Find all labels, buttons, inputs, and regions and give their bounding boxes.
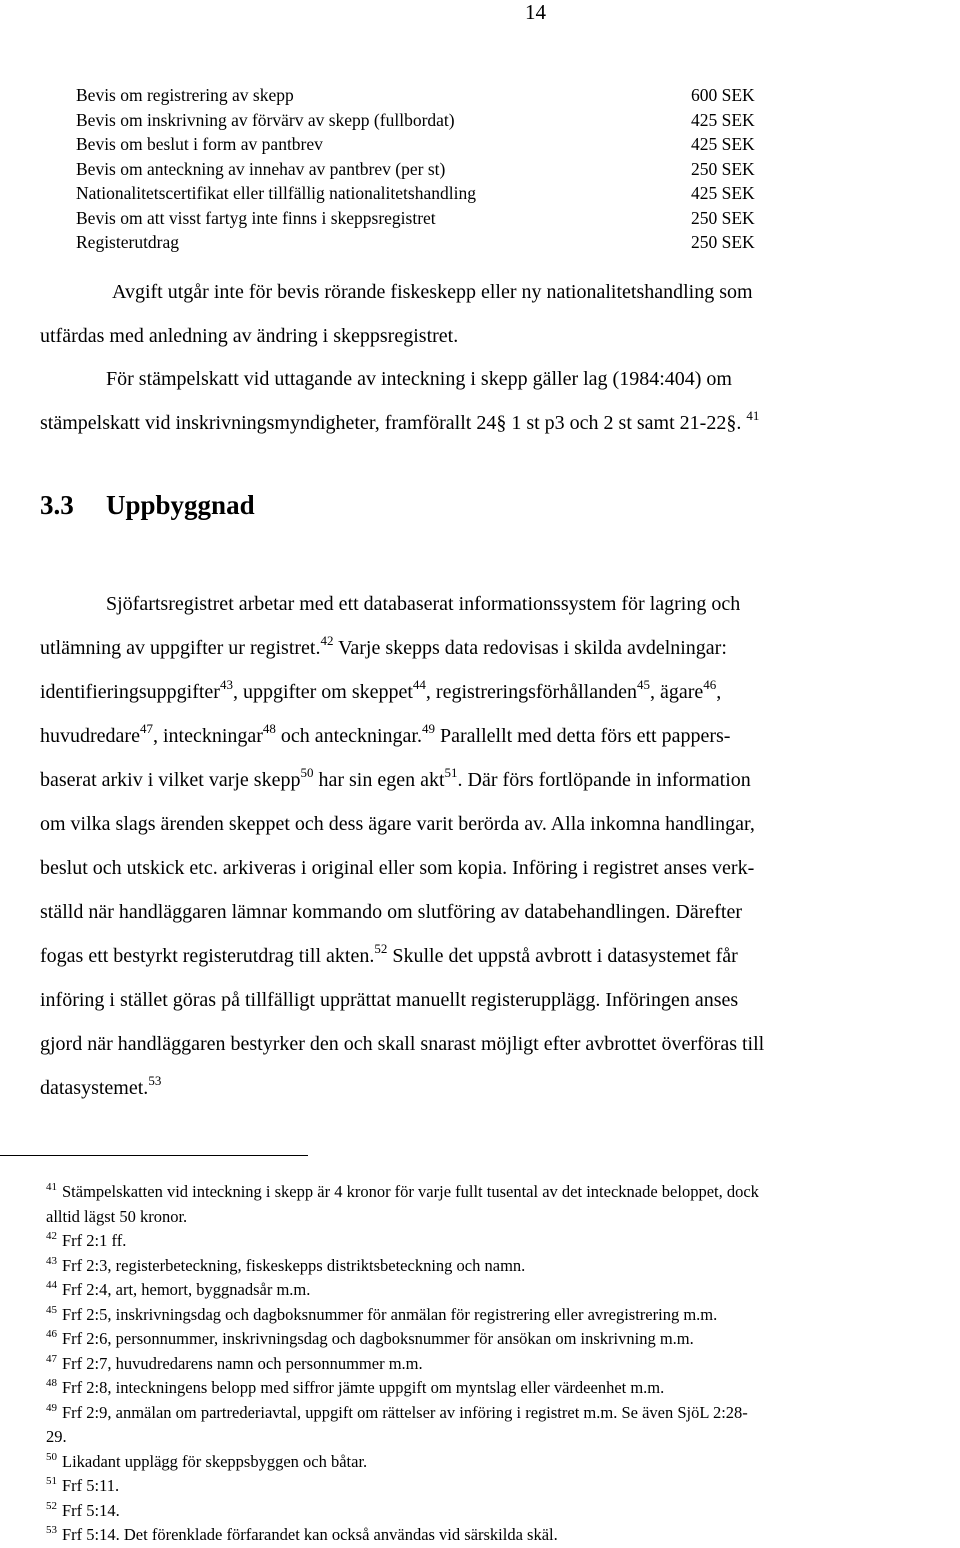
- text-segment: Avgift utgår inte för bevis rörande fiskeskepp eller ny nationalitetshandling som: [112, 281, 753, 303]
- footnote-ref[interactable]: 51: [444, 765, 458, 780]
- footnote-number: 43: [46, 1254, 57, 1267]
- text-line: [40, 626, 940, 670]
- footnote-number: 53: [46, 1524, 57, 1536]
- text-segment: , ägare: [649, 681, 704, 703]
- text-line: [40, 270, 940, 314]
- footnotes: [46, 1180, 946, 1548]
- text-line: [40, 357, 940, 401]
- footnote-number: 41: [46, 1181, 57, 1193]
- text-segment: Skulle det uppstå avbrott i datasystemet får: [387, 945, 738, 967]
- text-segment: identifieringsuppgifter: [40, 681, 220, 703]
- text-segment: Varje skepps data redovisas i skilda avdelningar:: [333, 637, 727, 659]
- text-segment: För stämpelskatt vid uttagande av inteckning i skepp gäller lag (1984:404) om: [106, 368, 732, 390]
- footnote-ref[interactable]: 45: [636, 677, 650, 692]
- footnote-ref[interactable]: 43: [219, 677, 233, 692]
- paragraph-stamp-tax: [40, 357, 940, 445]
- text-segment: och anteckningar.: [275, 725, 422, 747]
- footnote-text: Frf 2:6, personnummer, inskrivningsdag och dagboksnummer för ansökan om inskrivning m.m.: [62, 1329, 694, 1348]
- fee-row: [76, 83, 776, 108]
- footnote-ref[interactable]: 42: [320, 633, 334, 648]
- text-line: [40, 582, 940, 626]
- text-line: [40, 934, 940, 978]
- fee-label: Bevis om registrering av skepp: [76, 85, 294, 105]
- footnote-ref[interactable]: 49: [421, 721, 435, 736]
- footnote-text: Frf 2:4, art, hemort, byggnadsår m.m.: [62, 1280, 311, 1299]
- text-line: om vilka slags ärenden skeppet och dess ägare varit berörda av. Alla inkomna handlingar,: [40, 813, 755, 835]
- text-segment: utlämning av uppgifter ur registret.: [40, 637, 321, 659]
- fee-label: Bevis om anteckning av innehav av pantbrev (per st): [76, 158, 446, 179]
- footnote: [46, 1401, 946, 1426]
- footnote-number: 51: [46, 1475, 57, 1487]
- text-segment: Parallellt med detta förs ett pappers-: [434, 725, 731, 747]
- text-line: [40, 1066, 940, 1110]
- footnote: [46, 1278, 946, 1303]
- fee-amount: 250 SEK: [691, 207, 755, 228]
- footnote-number: 48: [46, 1377, 57, 1389]
- footnote-number: 47: [46, 1352, 57, 1365]
- fee-label: Registerutdrag: [76, 232, 180, 252]
- footnote-number: 45: [46, 1303, 57, 1316]
- fee-label: Bevis om beslut i form av pantbrev: [76, 134, 323, 154]
- footnote: [46, 1254, 946, 1279]
- text-line: beslut och utskick etc. arkiveras i original eller som kopia. Införing i registret anses verk-: [40, 857, 755, 879]
- fee-row: [76, 132, 776, 157]
- fee-amount: 425 SEK: [691, 109, 755, 130]
- text-line: [40, 314, 940, 358]
- footnote-number: 52: [46, 1499, 57, 1512]
- text-segment: , registreringsförhållanden: [425, 681, 637, 703]
- footnote-ref[interactable]: 46: [703, 677, 717, 692]
- footnote-text: Frf 5:14.: [62, 1500, 120, 1520]
- fee-label: Bevis om inskrivning av förvärv av skepp (fullbordat): [76, 109, 455, 130]
- footnote-number: 49: [46, 1401, 57, 1414]
- footnote-ref[interactable]: 53: [148, 1073, 162, 1088]
- footnote-continuation: alltid lägst 50 kronor.: [46, 1206, 188, 1226]
- footnote: [46, 1523, 946, 1548]
- fee-row: [76, 157, 776, 182]
- fee-amount: 600 SEK: [691, 85, 755, 105]
- footnote: [46, 1303, 946, 1328]
- text-segment: baserat arkiv i vilket varje skepp: [40, 769, 301, 791]
- footnote-ref[interactable]: 50: [300, 765, 314, 780]
- text-line: [40, 714, 940, 758]
- footnote: [46, 1180, 946, 1205]
- section-heading: [40, 490, 255, 521]
- fee-row: [76, 181, 776, 206]
- footnote-ref[interactable]: 48: [262, 721, 276, 736]
- fee-table: [76, 83, 776, 255]
- footnote: [46, 1474, 946, 1499]
- fee-amount: 425 SEK: [691, 183, 755, 203]
- page-number: 14: [525, 0, 546, 24]
- footnote-ref[interactable]: 41: [746, 408, 760, 423]
- footnote: [46, 1229, 946, 1254]
- footnote-text: Frf 5:14. Det förenklade förfarandet kan också användas vid särskilda skäl.: [62, 1525, 558, 1544]
- footnote-text: Frf 2:7, huvudredarens namn och personnummer m.m.: [62, 1353, 423, 1373]
- paragraph-structure: [40, 582, 940, 1110]
- footnote-text: Frf 2:5, inskrivningsdag och dagboksnummer för anmälan för registrering eller avregistrering m.m.: [62, 1304, 718, 1324]
- fee-row: [76, 230, 776, 255]
- text-segment: Sjöfartsregistret arbetar med ett databaserat informationssystem för lagring och: [106, 593, 741, 615]
- text-line: gjord när handläggaren bestyrker den och skall snarast möjligt efter avbrottet överföras till: [40, 1033, 765, 1055]
- footnote: [46, 1450, 946, 1475]
- footnote-continuation: 29.: [46, 1427, 67, 1446]
- section-number: 3.3: [40, 490, 74, 520]
- footnote-text: Frf 2:1 ff.: [62, 1231, 127, 1250]
- text-line: [40, 670, 940, 714]
- footnote-number: 44: [46, 1279, 57, 1291]
- text-segment: stämpelskatt vid inskrivningsmyndigheter, framförallt 24§ 1 st p3 och 2 st samt 21-22§.: [40, 412, 742, 434]
- text-line: införing i stället göras på tillfälligt upprättat manuellt registerupplägg. Införingen anses: [40, 989, 739, 1011]
- footnote-text: Frf 2:3, registerbeteckning, fiskeskepps distriktsbeteckning och namn.: [62, 1255, 526, 1275]
- footnote-text: Likadant upplägg för skeppsbyggen och båtar.: [62, 1451, 368, 1471]
- footnote-text: Frf 2:8, inteckningens belopp med siffror jämte uppgift om myntslag eller värdeenhet m.m.: [62, 1378, 665, 1397]
- footnote-number: 46: [46, 1328, 57, 1340]
- footnote-number: 42: [46, 1230, 57, 1242]
- text-segment: . Där förs fortlöpande in information: [457, 769, 751, 791]
- text-segment: datasystemet.: [40, 1077, 149, 1099]
- fee-label: Bevis om att visst fartyg inte finns i skeppsregistret: [76, 207, 436, 228]
- fee-row: [76, 108, 776, 133]
- text-segment: utfärdas med anledning av ändring i skeppsregistret.: [40, 325, 459, 347]
- text-segment: , uppgifter om skeppet: [232, 681, 413, 703]
- fee-amount: 425 SEK: [691, 134, 755, 154]
- footnote: [46, 1352, 946, 1377]
- footnote: [46, 1499, 946, 1524]
- text-segment: ,: [716, 681, 722, 703]
- footnote-ref[interactable]: 44: [412, 677, 426, 692]
- text-segment: har sin egen akt: [313, 769, 445, 791]
- fee-amount: 250 SEK: [691, 232, 755, 252]
- footnote: [46, 1376, 946, 1401]
- text-segment: huvudredare: [40, 725, 140, 747]
- footnote-divider: [0, 1155, 308, 1156]
- footnote-text: Frf 5:11.: [62, 1476, 120, 1495]
- footnote-text: Stämpelskatten vid inteckning i skepp är 4 kronor för varje fullt tusental av det intecknade beloppet, dock: [62, 1182, 759, 1201]
- text-segment: fogas ett bestyrkt registerutdrag till akten.: [40, 945, 375, 967]
- fee-amount: 250 SEK: [691, 158, 755, 179]
- footnote-ref[interactable]: 47: [139, 721, 153, 736]
- section-title: Uppbyggnad: [106, 490, 255, 520]
- footnote-text: Frf 2:9, anmälan om partrederiavtal, uppgift om rättelser av införing i registret m.m. Se även SjöL 2:28-: [62, 1402, 748, 1422]
- footnote-number: 50: [46, 1450, 57, 1463]
- fee-label: Nationalitetscertifikat eller tillfällig nationalitetshandling: [76, 183, 476, 203]
- text-line: [40, 401, 940, 445]
- footnote: [46, 1327, 946, 1352]
- text-line: ställd när handläggaren lämnar kommando om slutföring av databehandlingen. Därefter: [40, 901, 742, 923]
- text-segment: , inteckningar: [152, 725, 263, 747]
- paragraph-fee-exemption: [40, 270, 940, 358]
- fee-row: [76, 206, 776, 231]
- footnote-ref[interactable]: 52: [374, 941, 388, 956]
- text-line: [40, 758, 940, 802]
